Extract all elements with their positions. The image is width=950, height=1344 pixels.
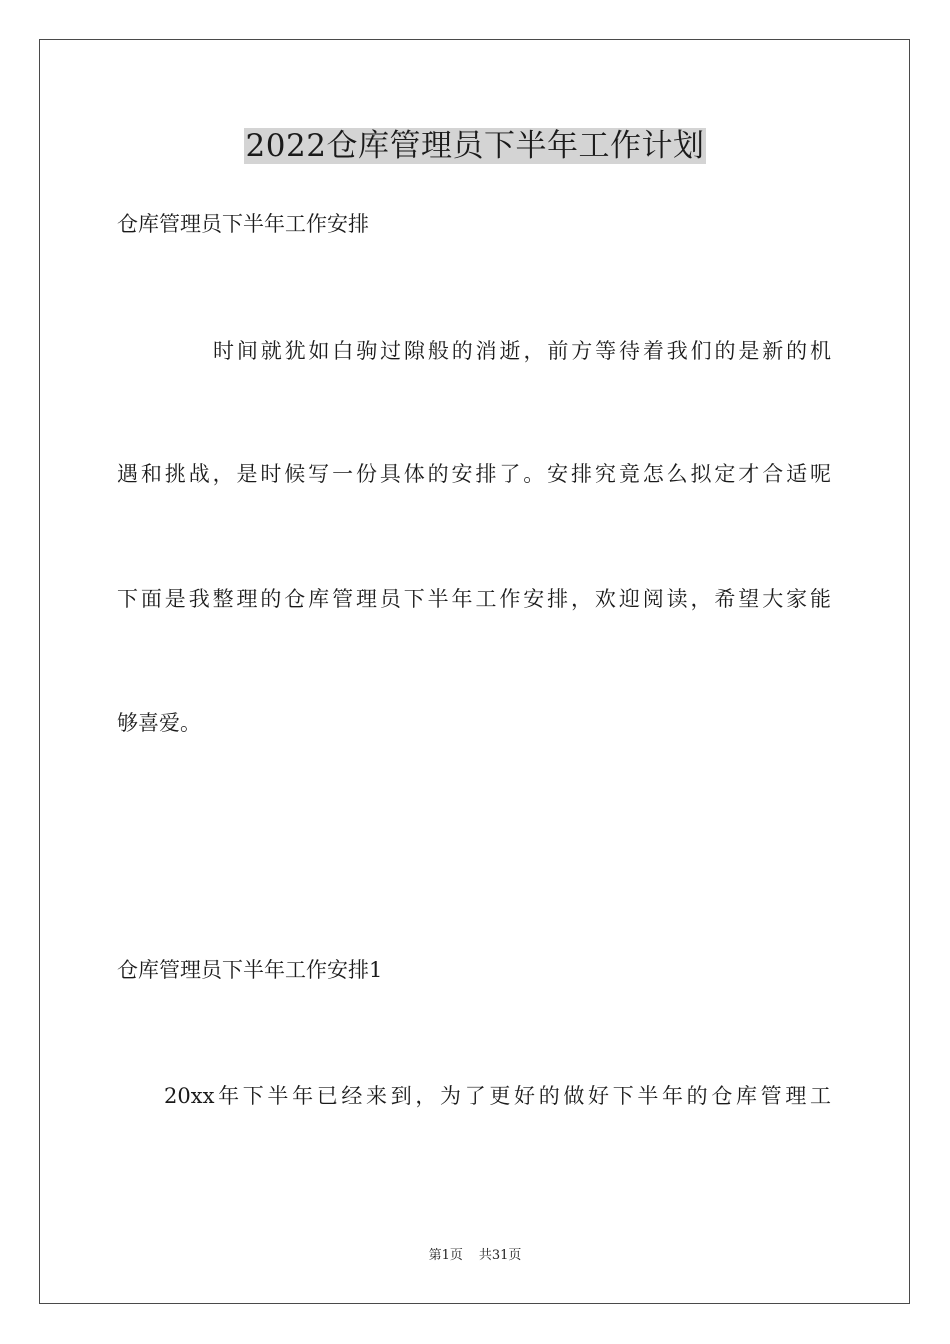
page-footer xyxy=(0,1247,950,1265)
page-number: 第1页 xyxy=(428,1248,463,1263)
intro-paragraph-line-4: 够喜爱。 xyxy=(117,711,201,735)
intro-paragraph-line-1: 时间就犹如白驹过隙般的消逝，前方等待着我们的是新的机 xyxy=(213,339,831,363)
section-paragraph-line-1: 20xx年下半年已经来到，为了更好的做好下半年的仓库管理工 xyxy=(164,1084,831,1108)
page-total: 共31页 xyxy=(478,1248,522,1263)
intro-paragraph-line-2: 遇和挑战，是时候写一份具体的安排了。安排究竟怎么拟定才合适呢 xyxy=(117,462,831,486)
intro-paragraph-line-3: 下面是我整理的仓库管理员下半年工作安排，欢迎阅读，希望大家能 xyxy=(117,587,831,611)
section-heading: 仓库管理员下半年工作安排1 xyxy=(117,958,383,982)
document-subtitle: 仓库管理员下半年工作安排 xyxy=(117,212,369,236)
document-title-text: 2022仓库管理员下半年工作计划 xyxy=(245,128,705,164)
document-title xyxy=(0,124,950,168)
